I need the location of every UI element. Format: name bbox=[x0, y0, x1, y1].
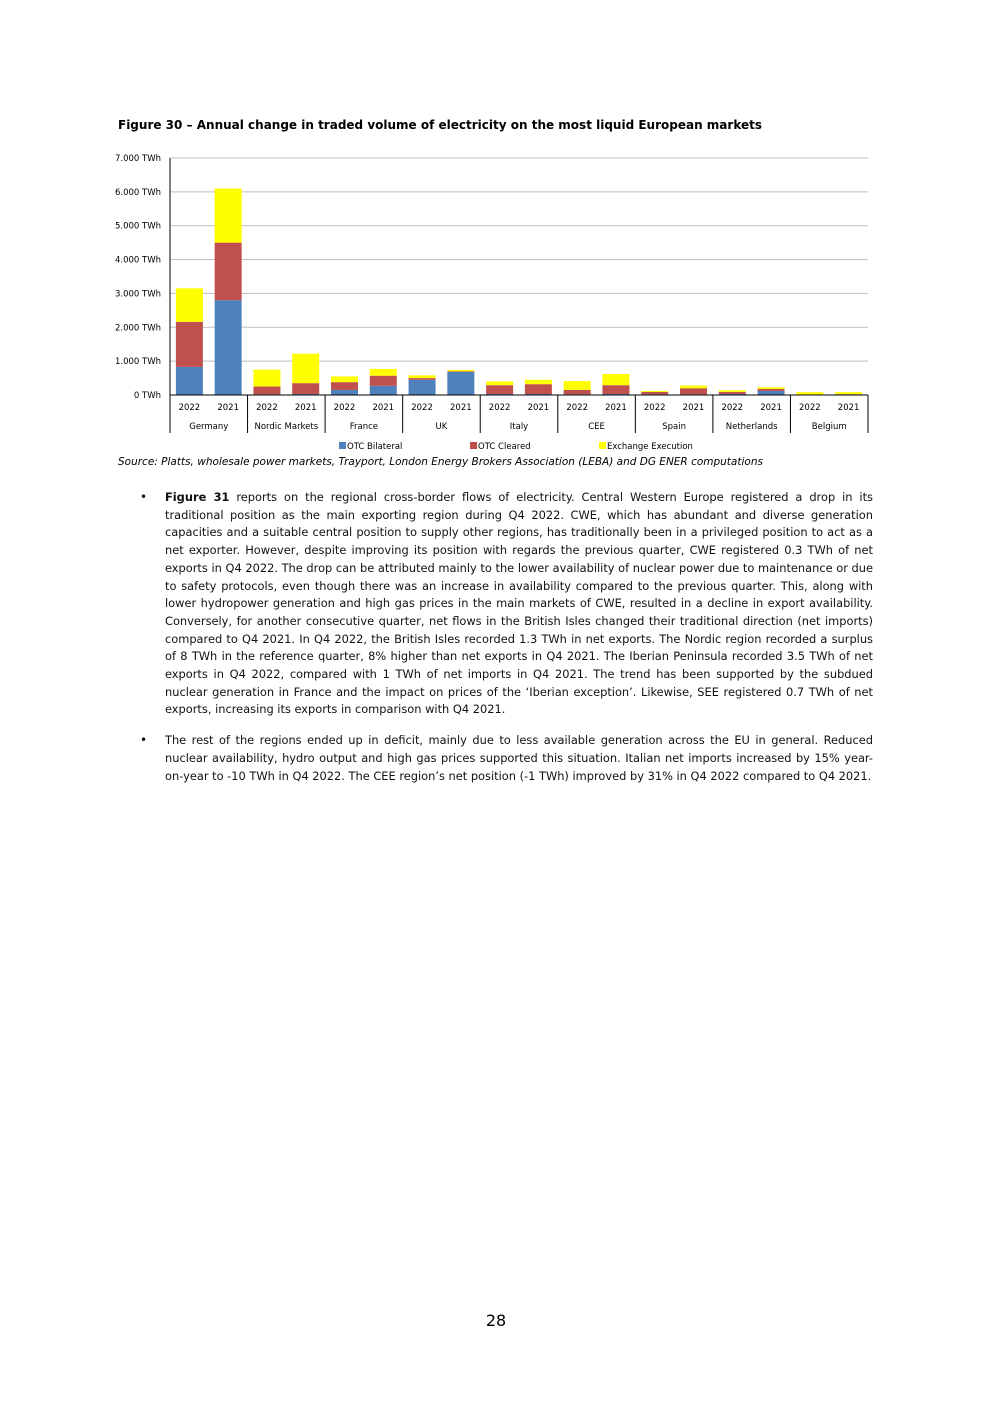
bar-segment bbox=[680, 388, 707, 394]
legend-swatch bbox=[599, 442, 606, 449]
x-tick-label: 2022 bbox=[721, 403, 744, 413]
bar-segment bbox=[447, 371, 474, 372]
x-tick-label: 2021 bbox=[605, 403, 627, 413]
bullet-paragraph bbox=[165, 489, 873, 719]
x-tick-label: 2021 bbox=[837, 403, 860, 413]
bar-segment bbox=[176, 322, 203, 367]
bar-segment bbox=[176, 367, 203, 395]
bullet-dot: • bbox=[140, 733, 148, 748]
bar-segment bbox=[215, 188, 242, 242]
legend-swatch bbox=[470, 442, 477, 449]
bar-segment bbox=[253, 370, 280, 387]
x-tick-label: 2021 bbox=[372, 403, 395, 413]
bullet-dot: • bbox=[140, 490, 148, 504]
bar-segment bbox=[602, 385, 629, 394]
group-label: UK bbox=[435, 422, 448, 432]
legend-label: OTC Cleared bbox=[478, 442, 531, 452]
y-tick-label: 6.000 TWh bbox=[114, 187, 161, 198]
stacked-bar-chart bbox=[110, 148, 880, 458]
y-tick-label: 4.000 TWh bbox=[114, 255, 161, 266]
bar-segment bbox=[525, 380, 552, 384]
y-tick-label: 7.000 TWh bbox=[114, 154, 161, 164]
legend-swatch bbox=[339, 442, 346, 449]
group-label: Italy bbox=[509, 422, 529, 432]
x-tick-label: 2021 bbox=[682, 403, 705, 413]
bar-segment bbox=[370, 369, 397, 376]
group-label: France bbox=[349, 422, 379, 432]
y-tick-label: 0 TWh bbox=[133, 391, 161, 401]
bar-segment bbox=[758, 387, 785, 389]
x-tick-label: 2022 bbox=[256, 403, 278, 413]
group-label: Belgium bbox=[811, 422, 847, 432]
bars bbox=[176, 188, 862, 395]
bar-segment bbox=[525, 384, 552, 394]
group-label: Germany bbox=[189, 422, 229, 432]
bar-segment bbox=[796, 392, 823, 394]
bar-segment bbox=[409, 378, 436, 380]
bar-segment bbox=[331, 376, 358, 382]
bar-segment bbox=[215, 300, 242, 395]
group-label: Spain bbox=[662, 422, 686, 432]
bar-segment bbox=[758, 391, 785, 395]
bar-segment bbox=[215, 243, 242, 301]
x-tick-label: 2021 bbox=[217, 403, 239, 413]
x-tick-label: 2022 bbox=[178, 403, 201, 413]
page-number: 28 bbox=[485, 1311, 507, 1330]
y-axis-ticks bbox=[115, 154, 161, 401]
bar-segment bbox=[409, 380, 436, 395]
y-tick-label: 3.000 TWh bbox=[114, 289, 161, 300]
bar-segment bbox=[641, 391, 668, 392]
group-label: CEE bbox=[588, 422, 605, 432]
bar-segment bbox=[370, 386, 397, 395]
bar-segment bbox=[564, 390, 591, 394]
x-tick-label: 2022 bbox=[643, 403, 666, 413]
bar-segment bbox=[641, 392, 668, 394]
bar-segment bbox=[486, 385, 513, 394]
bar-segment bbox=[331, 390, 358, 395]
figure-source: Source: Platts, wholesale power markets, Trayport, London Energy Brokers Association (LEBA) and DG ENER computations bbox=[118, 456, 763, 468]
bullet-list bbox=[140, 489, 873, 798]
bullet-item bbox=[140, 732, 873, 785]
x-tick-label: 2021 bbox=[527, 403, 550, 413]
bullet-item bbox=[140, 489, 873, 719]
y-tick-label: 5.000 TWh bbox=[114, 221, 161, 232]
x-tick-label: 2022 bbox=[799, 403, 821, 413]
bar-segment bbox=[486, 381, 513, 385]
bar-segment bbox=[719, 392, 746, 394]
y-tick-label: 1.000 TWh bbox=[114, 357, 161, 368]
bar-segment bbox=[602, 374, 629, 385]
bar-segment bbox=[835, 392, 862, 394]
bar-segment bbox=[292, 354, 319, 383]
bar-segment bbox=[176, 288, 203, 322]
bar-segment bbox=[409, 375, 436, 378]
bar-segment bbox=[447, 370, 474, 371]
bullet-text: The rest of the regions ended up in deficit, mainly due to less available generation across the EU in general. Reduced nuclear availability, hydro output and high gas prices supported this situation. Italian net imports increased by 15% year-on-year to -10 TWh in Q4 2022. The CEE region’s net position (-1 TWh) improved by 31% in Q4 2022 compared to Q4 2021. bbox=[165, 733, 873, 783]
x-tick-label: 2021 bbox=[294, 403, 317, 413]
x-tick-label: 2022 bbox=[411, 403, 433, 413]
group-label: Netherlands bbox=[725, 422, 778, 432]
bar-segment bbox=[292, 383, 319, 394]
bar-segment bbox=[719, 390, 746, 392]
x-axis-categories bbox=[179, 395, 868, 433]
bullet-paragraph bbox=[165, 732, 873, 785]
legend-label: OTC Bilateral bbox=[347, 442, 403, 452]
x-tick-label: 2021 bbox=[450, 403, 472, 413]
bar-segment bbox=[370, 376, 397, 386]
x-tick-label: 2022 bbox=[566, 403, 588, 413]
bar-segment bbox=[331, 382, 358, 390]
gridlines bbox=[170, 158, 868, 361]
bar-segment bbox=[253, 387, 280, 395]
bar-segment bbox=[447, 372, 474, 395]
bullet-text: reports on the regional cross-border flows of electricity. Central Western Europe registered a drop in its traditional position as the main exporting region during Q4 2022. CWE, which has abundant and diverse generation capacities and a suitable central position to supply other regions, has traditionally been in a privileged position to act as a net exporter. However, despite improving its position with regards the previous quarter, CWE registered 0.3 TWh of net exports in Q4 2022. The drop can be attributed mainly to the lower availability of nuclear power due to maintenance or due to safety protocols, even though there was an increase in availability compared to the previous quarter. This, along with lower hydropower generation and high gas prices in the main markets of CWE, resulted in a decline in export availability. Conversely, for another consecutive quarter, net flows in the British Isles changed their traditional direction (net imports) compared to Q4 2021. In Q4 2022, the British Isles recorded 1.3 TWh in net exports. The Nordic region recorded a surplus of 8 TWh in the reference quarter, 8% higher than net exports in Q4 2021. The Iberian Peninsula recorded 3.5 TWh of net exports in Q4 2022, compared with 1 TWh of net imports in Q4 2021. The trend has been supported by the subdued nuclear generation in France and the impact on prices of the ‘Iberian exception’. Likewise, SEE registered 0.7 TWh of net exports, increasing its exports in comparison with Q4 2021. bbox=[165, 490, 873, 717]
bar-segment bbox=[564, 381, 591, 390]
legend-label: Exchange Execution bbox=[607, 442, 693, 452]
x-tick-label: 2022 bbox=[333, 403, 356, 413]
bar-segment bbox=[680, 386, 707, 389]
figure-title: Figure 30 – Annual change in traded volume of electricity on the most liquid European markets bbox=[118, 118, 762, 132]
group-label: Nordic Markets bbox=[254, 422, 319, 432]
y-tick-label: 2.000 TWh bbox=[114, 323, 161, 334]
x-tick-label: 2022 bbox=[488, 403, 511, 413]
figure-reference: Figure 31 bbox=[165, 490, 230, 504]
x-tick-label: 2021 bbox=[760, 403, 782, 413]
legend bbox=[339, 442, 693, 452]
bar-segment bbox=[758, 389, 785, 391]
